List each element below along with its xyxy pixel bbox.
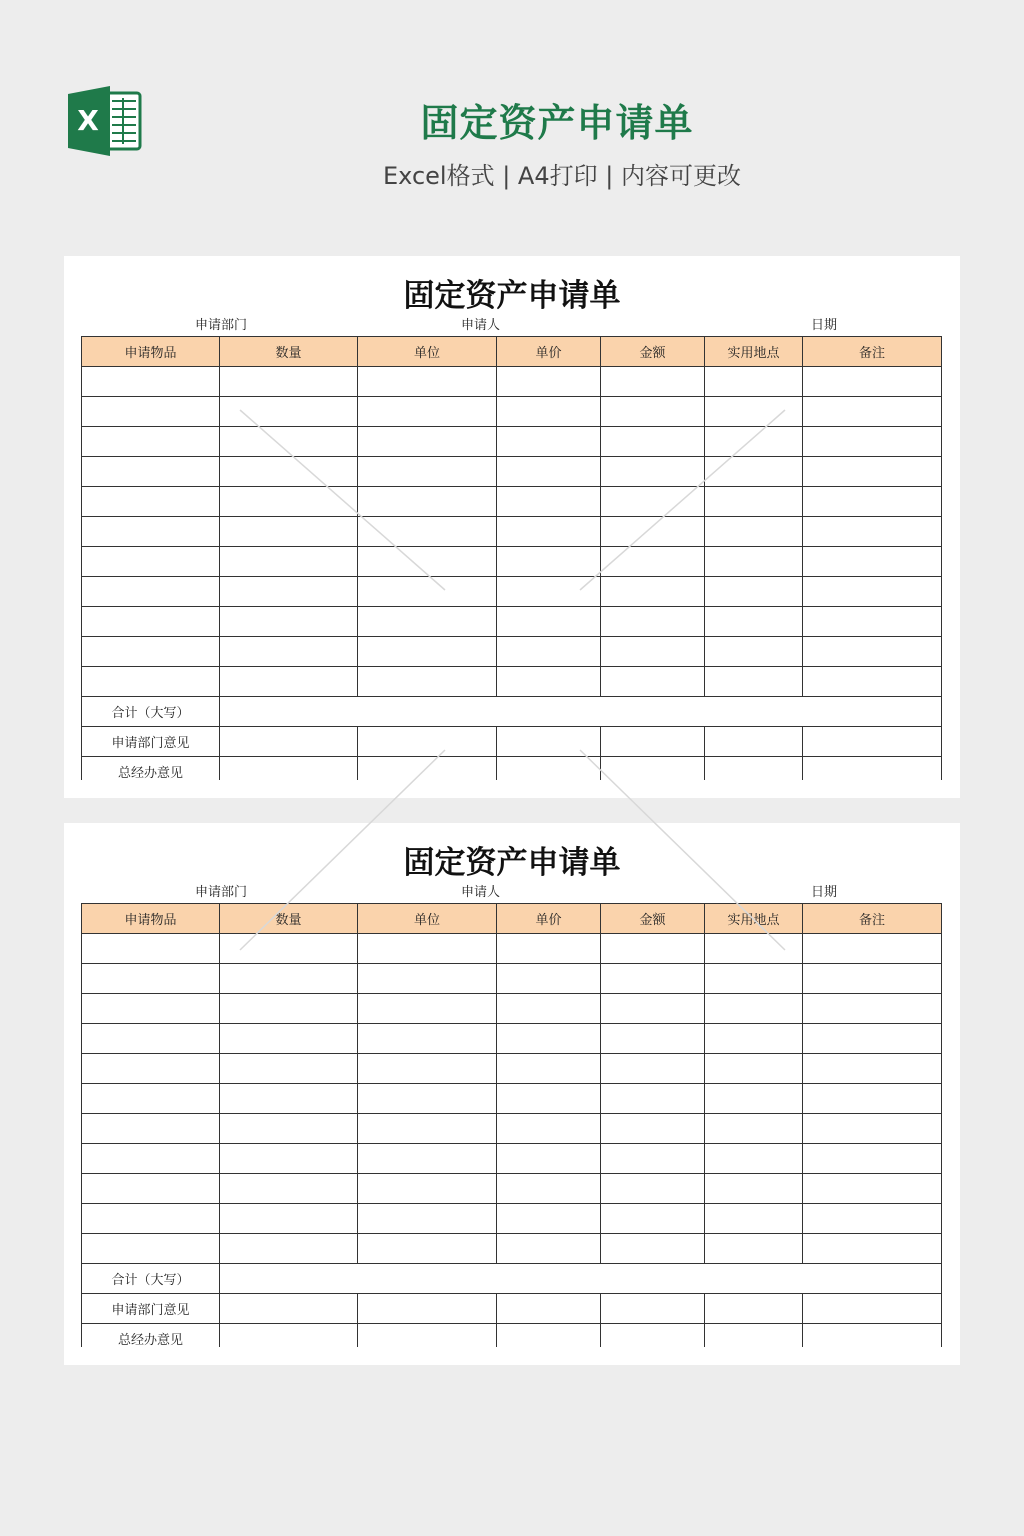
table-cell[interactable] bbox=[358, 487, 497, 517]
table-cell[interactable] bbox=[82, 547, 220, 577]
table-cell[interactable] bbox=[601, 457, 705, 487]
table-cell[interactable] bbox=[601, 607, 705, 637]
table-cell[interactable] bbox=[497, 637, 601, 667]
table-cell[interactable] bbox=[220, 667, 358, 697]
form-table bbox=[81, 903, 942, 1347]
table-cell[interactable] bbox=[601, 1144, 705, 1174]
table-cell[interactable] bbox=[220, 994, 358, 1024]
table-cell[interactable] bbox=[358, 1024, 497, 1054]
table-cell[interactable] bbox=[358, 964, 497, 994]
table-cell[interactable] bbox=[220, 577, 358, 607]
table-cell[interactable] bbox=[601, 1024, 705, 1054]
table-row bbox=[82, 637, 942, 667]
table-cell[interactable] bbox=[705, 1054, 803, 1084]
table-cell[interactable] bbox=[358, 1204, 497, 1234]
table-cell[interactable] bbox=[601, 1174, 705, 1204]
table-cell[interactable] bbox=[220, 1294, 358, 1324]
table-cell[interactable] bbox=[705, 637, 803, 667]
table-row bbox=[82, 1234, 942, 1264]
table-cell[interactable] bbox=[358, 1144, 497, 1174]
gm-opinion-label: 总经办意见 bbox=[82, 757, 220, 781]
table-cell[interactable] bbox=[705, 427, 803, 457]
form-table-wrap bbox=[81, 903, 943, 1347]
table-cell[interactable] bbox=[220, 547, 358, 577]
total-label: 合计（大写） bbox=[82, 1264, 220, 1294]
table-cell[interactable] bbox=[803, 637, 942, 667]
table-cell[interactable] bbox=[705, 757, 803, 781]
table-cell[interactable] bbox=[82, 1114, 220, 1144]
table-cell[interactable] bbox=[601, 1324, 705, 1348]
table-cell[interactable] bbox=[220, 487, 358, 517]
table-cell[interactable] bbox=[803, 547, 942, 577]
table-cell[interactable] bbox=[82, 1234, 220, 1264]
table-cell[interactable] bbox=[803, 577, 942, 607]
table-cell[interactable] bbox=[358, 547, 497, 577]
table-cell[interactable] bbox=[220, 427, 358, 457]
table-cell[interactable] bbox=[601, 1204, 705, 1234]
table-cell[interactable] bbox=[705, 1294, 803, 1324]
table-row bbox=[82, 1204, 942, 1234]
dept-opinion-label: 申请部门意见 bbox=[82, 1294, 220, 1324]
table-cell[interactable] bbox=[601, 547, 705, 577]
table-cell[interactable] bbox=[497, 667, 601, 697]
table-cell[interactable] bbox=[705, 607, 803, 637]
table-cell[interactable] bbox=[803, 667, 942, 697]
dept-label: 申请部门 bbox=[195, 318, 248, 333]
total-label: 合计（大写） bbox=[82, 697, 220, 727]
table-cell[interactable] bbox=[220, 1234, 358, 1264]
table-cell[interactable] bbox=[705, 487, 803, 517]
table-cell[interactable] bbox=[358, 427, 497, 457]
table-cell[interactable] bbox=[497, 1144, 601, 1174]
table-cell[interactable] bbox=[705, 964, 803, 994]
table-cell[interactable] bbox=[82, 1084, 220, 1114]
col-header-remarks: 备注 bbox=[803, 337, 942, 367]
col-header-amount: 金额 bbox=[601, 904, 705, 934]
table-cell[interactable] bbox=[220, 1174, 358, 1204]
table-cell[interactable] bbox=[803, 1204, 942, 1234]
table-cell[interactable] bbox=[601, 757, 705, 781]
table-cell[interactable] bbox=[82, 1024, 220, 1054]
page-subtitle: Excel格式 | A4打印 | 内容可更改 bbox=[383, 162, 741, 190]
table-cell[interactable] bbox=[358, 757, 497, 781]
table-cell[interactable] bbox=[220, 1084, 358, 1114]
table-cell[interactable] bbox=[358, 577, 497, 607]
applicant-label: 申请人 bbox=[461, 318, 501, 333]
table-cell[interactable] bbox=[497, 577, 601, 607]
table-cell[interactable] bbox=[601, 487, 705, 517]
table-cell[interactable] bbox=[220, 1144, 358, 1174]
table-cell[interactable] bbox=[220, 517, 358, 547]
col-header-unit-price: 单价 bbox=[497, 337, 601, 367]
table-cell[interactable] bbox=[497, 1084, 601, 1114]
table-row bbox=[82, 1114, 942, 1144]
table-cell[interactable] bbox=[601, 727, 705, 757]
gm-opinion-row bbox=[82, 1324, 942, 1348]
table-cell[interactable] bbox=[497, 1324, 601, 1348]
table-cell[interactable] bbox=[601, 994, 705, 1024]
table-cell[interactable] bbox=[358, 517, 497, 547]
table-cell[interactable] bbox=[220, 457, 358, 487]
col-header-location: 实用地点 bbox=[705, 337, 803, 367]
table-row bbox=[82, 1144, 942, 1174]
col-header-unit: 单位 bbox=[358, 337, 497, 367]
table-cell[interactable] bbox=[705, 1324, 803, 1348]
table-cell[interactable] bbox=[803, 727, 942, 757]
table-cell[interactable] bbox=[497, 457, 601, 487]
table-cell[interactable] bbox=[220, 1054, 358, 1084]
table-cell[interactable] bbox=[705, 667, 803, 697]
table-cell[interactable] bbox=[497, 397, 601, 427]
table-cell[interactable] bbox=[803, 1084, 942, 1114]
table-cell[interactable] bbox=[220, 1204, 358, 1234]
table-cell[interactable] bbox=[358, 727, 497, 757]
table-cell[interactable] bbox=[497, 727, 601, 757]
table-cell[interactable] bbox=[601, 667, 705, 697]
table-cell[interactable] bbox=[497, 1024, 601, 1054]
table-cell[interactable] bbox=[220, 1024, 358, 1054]
col-header-item: 申请物品 bbox=[82, 904, 220, 934]
table-cell[interactable] bbox=[601, 1294, 705, 1324]
table-row bbox=[82, 577, 942, 607]
gm-opinion-row bbox=[82, 757, 942, 781]
date-label: 日期 bbox=[811, 318, 838, 333]
table-cell[interactable] bbox=[705, 1174, 803, 1204]
table-row bbox=[82, 547, 942, 577]
table-cell[interactable] bbox=[803, 607, 942, 637]
col-header-quantity: 数量 bbox=[220, 904, 358, 934]
excel-logo-letter: X bbox=[77, 104, 99, 137]
form-title: 固定资产申请单 bbox=[403, 278, 621, 314]
table-cell[interactable] bbox=[82, 667, 220, 697]
table-cell[interactable] bbox=[82, 994, 220, 1024]
table-cell[interactable] bbox=[601, 1234, 705, 1264]
table-cell[interactable] bbox=[358, 934, 497, 964]
table-cell[interactable] bbox=[803, 367, 942, 397]
page-title: 固定资产申请单 bbox=[420, 101, 694, 145]
table-cell[interactable] bbox=[220, 367, 358, 397]
table-cell[interactable] bbox=[358, 667, 497, 697]
table-cell[interactable] bbox=[601, 934, 705, 964]
table-cell[interactable] bbox=[497, 1174, 601, 1204]
table-cell[interactable] bbox=[705, 1144, 803, 1174]
table-cell[interactable] bbox=[358, 397, 497, 427]
table-row bbox=[82, 457, 942, 487]
total-cell[interactable] bbox=[220, 1264, 942, 1294]
form-title: 固定资产申请单 bbox=[403, 845, 621, 881]
table-cell[interactable] bbox=[803, 757, 942, 781]
table-cell[interactable] bbox=[82, 964, 220, 994]
table-cell[interactable] bbox=[82, 637, 220, 667]
table-cell[interactable] bbox=[803, 487, 942, 517]
table-cell[interactable] bbox=[705, 934, 803, 964]
table-cell[interactable] bbox=[220, 964, 358, 994]
table-cell[interactable] bbox=[82, 517, 220, 547]
table-cell[interactable] bbox=[803, 397, 942, 427]
table-cell[interactable] bbox=[803, 1234, 942, 1264]
table-cell[interactable] bbox=[705, 547, 803, 577]
table-cell[interactable] bbox=[82, 934, 220, 964]
table-cell[interactable] bbox=[803, 1024, 942, 1054]
table-cell[interactable] bbox=[82, 1204, 220, 1234]
table-cell[interactable] bbox=[601, 964, 705, 994]
table-cell[interactable] bbox=[705, 994, 803, 1024]
table-cell[interactable] bbox=[220, 757, 358, 781]
col-header-remarks: 备注 bbox=[803, 904, 942, 934]
form-sheet-1 bbox=[64, 256, 960, 798]
table-cell[interactable] bbox=[803, 457, 942, 487]
table-cell[interactable] bbox=[497, 757, 601, 781]
table-cell[interactable] bbox=[803, 934, 942, 964]
table-cell[interactable] bbox=[705, 397, 803, 427]
total-row bbox=[82, 1264, 942, 1294]
table-header-row bbox=[82, 337, 942, 367]
table-cell[interactable] bbox=[358, 367, 497, 397]
table-cell[interactable] bbox=[82, 1144, 220, 1174]
date-label: 日期 bbox=[811, 885, 838, 900]
table-cell[interactable] bbox=[497, 547, 601, 577]
table-cell[interactable] bbox=[803, 1324, 942, 1348]
table-cell[interactable] bbox=[358, 1084, 497, 1114]
table-cell[interactable] bbox=[82, 487, 220, 517]
table-row bbox=[82, 1054, 942, 1084]
table-cell[interactable] bbox=[705, 1114, 803, 1144]
table-cell[interactable] bbox=[705, 1084, 803, 1114]
dept-opinion-row bbox=[82, 1294, 942, 1324]
table-cell[interactable] bbox=[220, 1324, 358, 1348]
table-cell[interactable] bbox=[220, 637, 358, 667]
table-row bbox=[82, 517, 942, 547]
col-header-item: 申请物品 bbox=[82, 337, 220, 367]
total-cell[interactable] bbox=[220, 697, 942, 727]
table-cell[interactable] bbox=[82, 457, 220, 487]
table-cell[interactable] bbox=[220, 934, 358, 964]
table-cell[interactable] bbox=[497, 1294, 601, 1324]
table-cell[interactable] bbox=[497, 517, 601, 547]
table-cell[interactable] bbox=[803, 517, 942, 547]
total-row bbox=[82, 697, 942, 727]
table-cell[interactable] bbox=[601, 1054, 705, 1084]
table-cell[interactable] bbox=[82, 577, 220, 607]
table-cell[interactable] bbox=[497, 934, 601, 964]
gm-opinion-label: 总经办意见 bbox=[82, 1324, 220, 1348]
table-cell[interactable] bbox=[358, 994, 497, 1024]
table-cell[interactable] bbox=[497, 1204, 601, 1234]
dept-label: 申请部门 bbox=[195, 885, 248, 900]
table-cell[interactable] bbox=[497, 607, 601, 637]
col-header-location: 实用地点 bbox=[705, 904, 803, 934]
table-row bbox=[82, 994, 942, 1024]
table-cell[interactable] bbox=[358, 1324, 497, 1348]
table-cell[interactable] bbox=[601, 637, 705, 667]
table-cell[interactable] bbox=[358, 607, 497, 637]
table-cell[interactable] bbox=[601, 397, 705, 427]
table-cell[interactable] bbox=[601, 1114, 705, 1144]
table-cell[interactable] bbox=[82, 1174, 220, 1204]
form-sheet-2 bbox=[64, 823, 960, 1365]
table-row bbox=[82, 1174, 942, 1204]
table-cell[interactable] bbox=[803, 1054, 942, 1084]
table-row bbox=[82, 934, 942, 964]
table-cell[interactable] bbox=[601, 577, 705, 607]
col-header-amount: 金额 bbox=[601, 337, 705, 367]
table-cell[interactable] bbox=[601, 517, 705, 547]
table-cell[interactable] bbox=[82, 607, 220, 637]
col-header-unit: 单位 bbox=[358, 904, 497, 934]
table-cell[interactable] bbox=[497, 427, 601, 457]
table-cell[interactable] bbox=[82, 397, 220, 427]
table-cell[interactable] bbox=[358, 1294, 497, 1324]
table-row bbox=[82, 1024, 942, 1054]
table-cell[interactable] bbox=[220, 397, 358, 427]
table-row bbox=[82, 607, 942, 637]
table-cell[interactable] bbox=[497, 964, 601, 994]
table-cell[interactable] bbox=[803, 1144, 942, 1174]
table-cell[interactable] bbox=[220, 727, 358, 757]
table-cell[interactable] bbox=[705, 367, 803, 397]
table-cell[interactable] bbox=[705, 727, 803, 757]
table-cell[interactable] bbox=[358, 1054, 497, 1084]
table-cell[interactable] bbox=[705, 1234, 803, 1264]
table-cell[interactable] bbox=[705, 577, 803, 607]
table-cell[interactable] bbox=[497, 994, 601, 1024]
table-cell[interactable] bbox=[497, 1234, 601, 1264]
dept-opinion-label: 申请部门意见 bbox=[82, 727, 220, 757]
table-cell[interactable] bbox=[705, 517, 803, 547]
table-cell[interactable] bbox=[803, 964, 942, 994]
table-cell[interactable] bbox=[601, 427, 705, 457]
table-cell[interactable] bbox=[497, 1054, 601, 1084]
table-row bbox=[82, 367, 942, 397]
table-cell[interactable] bbox=[358, 1234, 497, 1264]
table-cell[interactable] bbox=[82, 427, 220, 457]
table-cell[interactable] bbox=[601, 367, 705, 397]
table-cell[interactable] bbox=[705, 1204, 803, 1234]
table-cell[interactable] bbox=[220, 1114, 358, 1144]
table-cell[interactable] bbox=[601, 1084, 705, 1114]
table-cell[interactable] bbox=[358, 637, 497, 667]
table-row bbox=[82, 427, 942, 457]
table-cell[interactable] bbox=[358, 1114, 497, 1144]
table-row bbox=[82, 1084, 942, 1114]
table-cell[interactable] bbox=[705, 457, 803, 487]
table-header-row bbox=[82, 904, 942, 934]
table-cell[interactable] bbox=[358, 1174, 497, 1204]
table-cell[interactable] bbox=[358, 457, 497, 487]
form-table bbox=[81, 336, 942, 780]
table-cell[interactable] bbox=[803, 1294, 942, 1324]
table-cell[interactable] bbox=[220, 607, 358, 637]
table-cell[interactable] bbox=[705, 1024, 803, 1054]
table-row bbox=[82, 487, 942, 517]
table-cell[interactable] bbox=[497, 367, 601, 397]
table-cell[interactable] bbox=[803, 1174, 942, 1204]
table-cell[interactable] bbox=[497, 487, 601, 517]
col-header-unit-price: 单价 bbox=[497, 904, 601, 934]
table-row bbox=[82, 667, 942, 697]
table-cell[interactable] bbox=[803, 1114, 942, 1144]
table-cell[interactable] bbox=[82, 367, 220, 397]
table-cell[interactable] bbox=[803, 427, 942, 457]
dept-opinion-row bbox=[82, 727, 942, 757]
applicant-label: 申请人 bbox=[461, 885, 501, 900]
table-row bbox=[82, 397, 942, 427]
col-header-quantity: 数量 bbox=[220, 337, 358, 367]
table-cell[interactable] bbox=[803, 994, 942, 1024]
table-cell[interactable] bbox=[497, 1114, 601, 1144]
form-table-wrap bbox=[81, 336, 943, 780]
table-row bbox=[82, 964, 942, 994]
table-cell[interactable] bbox=[82, 1054, 220, 1084]
